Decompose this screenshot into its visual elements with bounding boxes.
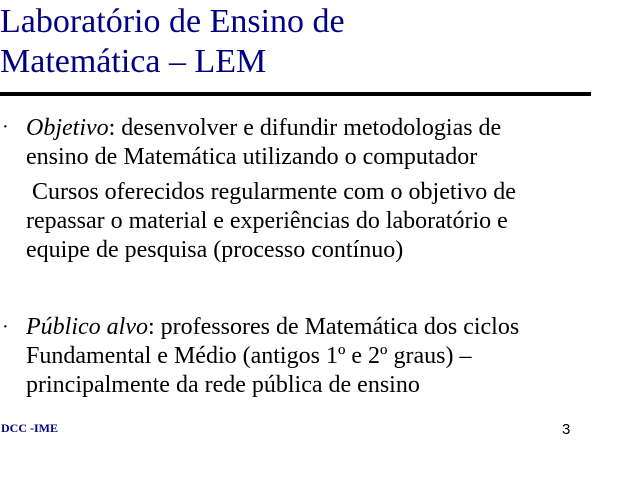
- audience-paragraph: [26, 313, 606, 400]
- objective-line-2: ensino de Matemática utilizando o computador: [26, 144, 478, 170]
- audience-label: Público alvo: [26, 314, 148, 340]
- audience-text: : professores de Matemática dos ciclos: [147, 314, 520, 340]
- courses-paragraph: [26, 178, 606, 265]
- courses-line-1: Cursos oferecidos regularmente com o objetivo de: [26, 179, 516, 205]
- objective-text: : desenvolver e difundir metodologias de: [108, 115, 502, 141]
- audience-line-1: [26, 313, 606, 342]
- title-divider: [0, 92, 591, 96]
- footer-organization: DCC -IME: [1, 421, 58, 435]
- objective-label: Objetivo: [26, 115, 109, 141]
- bullet-icon: ·: [2, 316, 9, 338]
- bullet-icon: ·: [2, 116, 9, 138]
- courses-line-3: equipe de pesquisa (processo contínuo): [26, 237, 404, 263]
- objective-paragraph: [26, 114, 606, 172]
- page-number: 3: [562, 421, 571, 438]
- audience-line-3: principalmente da rede pública de ensino: [26, 372, 420, 398]
- title-line-2: Matemática – LEM: [0, 43, 267, 80]
- title-line-1: Laboratório de Ensino de: [0, 3, 345, 40]
- slide-title: [0, 2, 640, 82]
- courses-line-2: repassar o material e experiências do laboratório e: [26, 208, 508, 234]
- audience-line-2: Fundamental e Médio (antigos 1º e 2º graus) –: [26, 343, 472, 369]
- objective-line-1: [26, 114, 606, 143]
